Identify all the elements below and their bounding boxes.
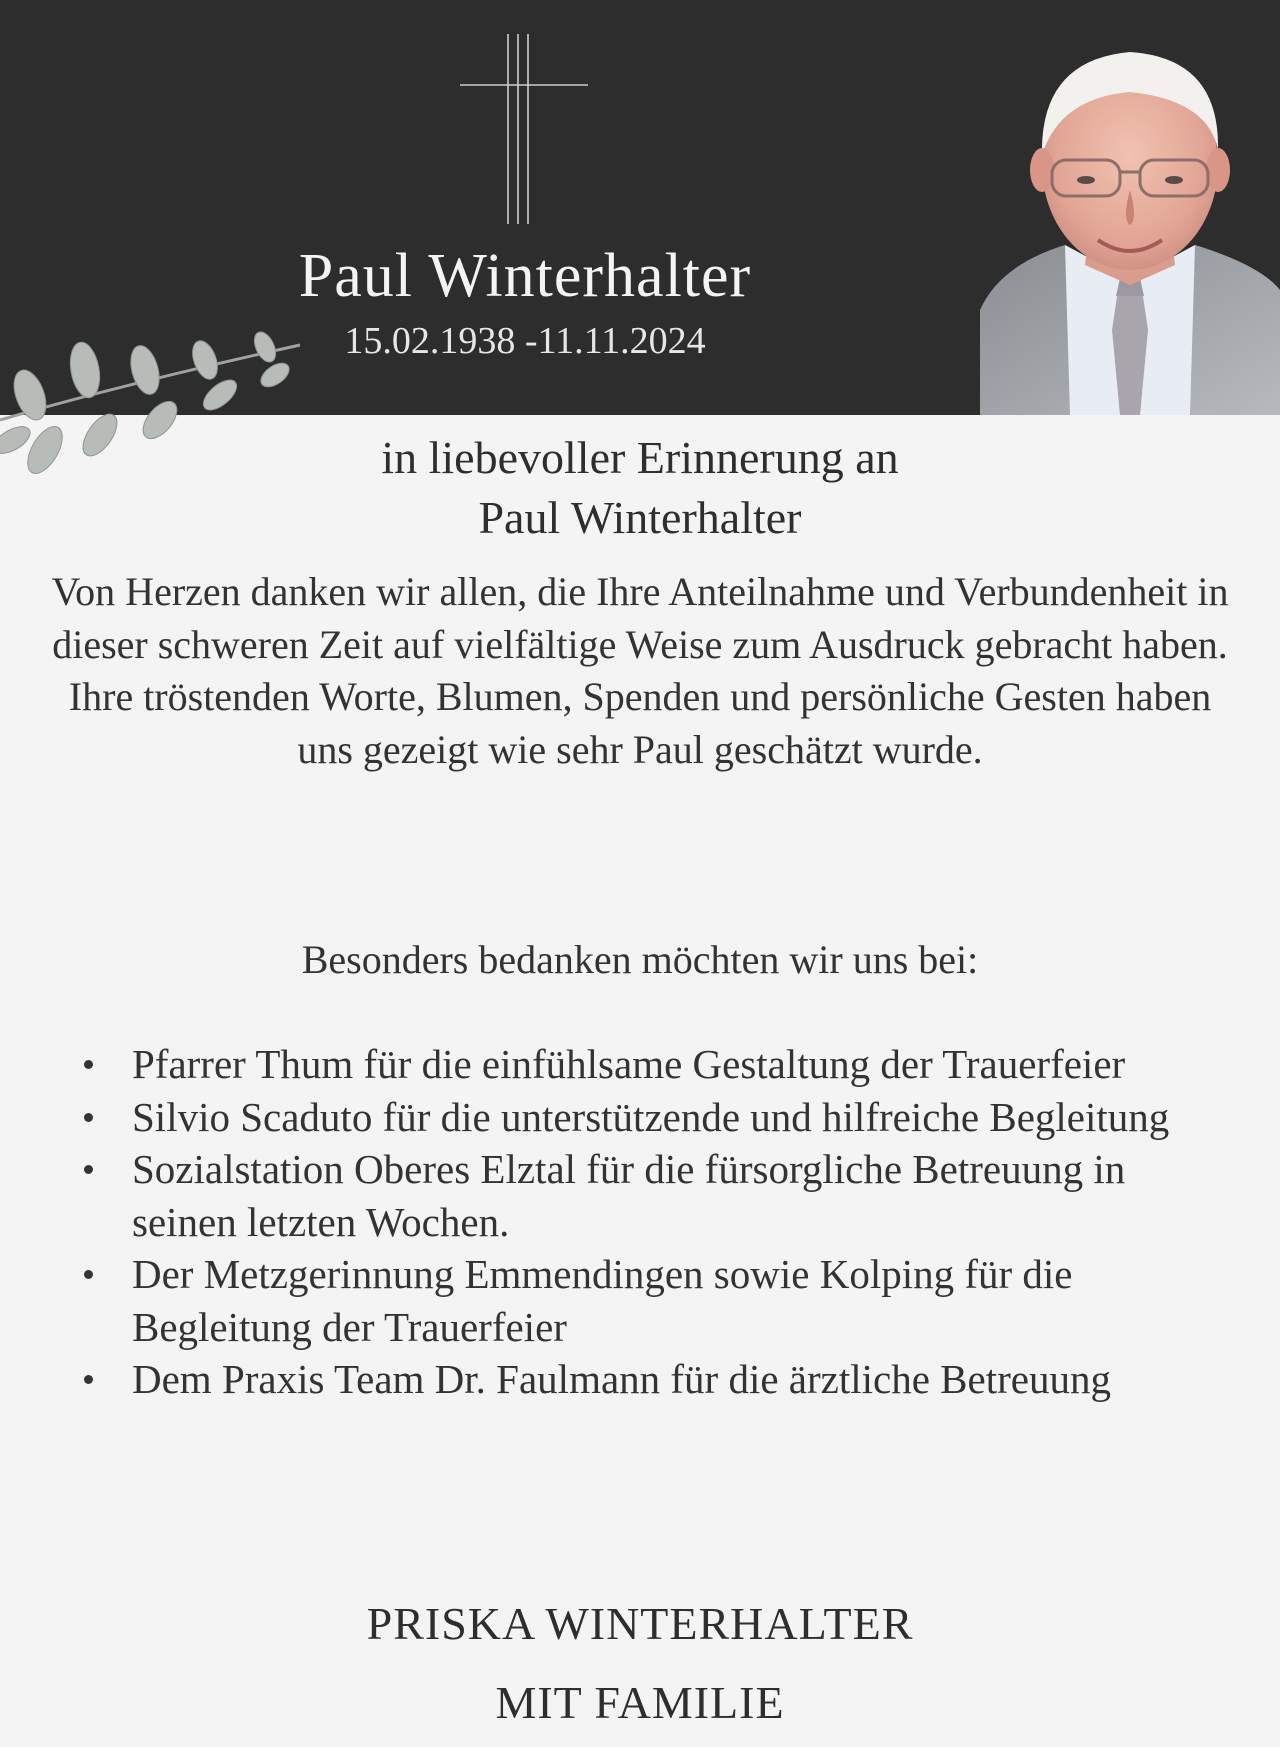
thanks-text <box>40 566 1240 776</box>
list-item-text: Der Metzgerinnung Emmendingen sowie Kolping für die Begleitung der Trauerfeier <box>132 1251 1073 1350</box>
list-item <box>80 1143 1230 1248</box>
thanks-list <box>80 1038 1230 1406</box>
bullet-icon <box>84 1113 93 1122</box>
portrait-photo <box>980 40 1280 415</box>
thanks-paragraph-1: Von Herzen danken wir allen, die Ihre Anteilnahme und Verbundenheit in dieser schweren Zeit auf vielfältige Weise zum Ausdruck gebracht haben. <box>51 569 1229 667</box>
cross-icon <box>460 34 590 224</box>
thanks-paragraph-2: Ihre tröstenden Worte, Blumen, Spenden und persönliche Gesten haben uns gezeigt wie sehr Paul geschätzt wurde. <box>68 674 1212 772</box>
bullet-icon <box>84 1165 93 1174</box>
list-item <box>80 1038 1230 1091</box>
list-item-text: Sozialstation Oberes Elztal für die fürsorgliche Betreuung in seinen letzten Wochen. <box>132 1146 1126 1245</box>
memory-line-2: Paul Winterhalter <box>478 492 802 543</box>
life-dates: 15.02.1938 -11.11.2024 <box>344 320 706 362</box>
list-item-text: Pfarrer Thum für die einfühlsame Gestaltung der Trauerfeier <box>132 1041 1126 1087</box>
deceased-name: Paul Winterhalter <box>298 242 752 310</box>
signature-line-2: MIT FAMILIE <box>495 1677 785 1728</box>
bullet-icon <box>84 1270 93 1279</box>
bullet-icon <box>84 1060 93 1069</box>
list-item-text: Dem Praxis Team Dr. Faulmann für die ärztliche Betreuung <box>132 1356 1111 1402</box>
bullet-icon <box>84 1375 93 1384</box>
list-item <box>80 1248 1230 1353</box>
signature-line-1: PRISKA WINTERHALTER <box>366 1598 914 1649</box>
list-item-text: Silvio Scaduto für die unterstützende und hilfreiche Begleitung <box>132 1093 1170 1140</box>
list-item <box>80 1091 1230 1144</box>
list-item <box>80 1353 1230 1406</box>
special-thanks-heading: Besonders bedanken möchten wir uns bei: <box>301 937 979 982</box>
memory-heading <box>0 428 1280 548</box>
memory-line-1: in liebevoller Erinnerung an <box>381 432 899 483</box>
